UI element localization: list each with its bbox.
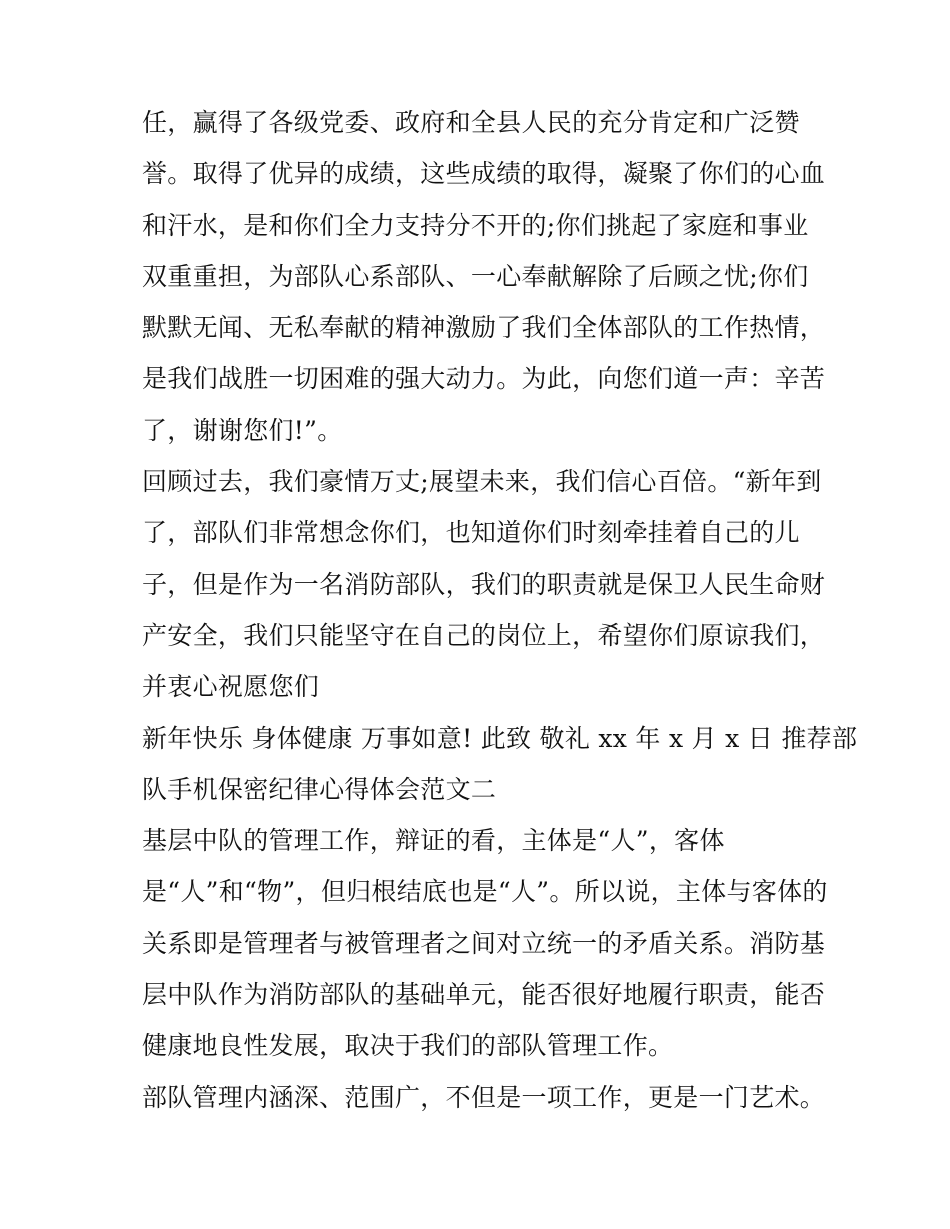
text-line: 回顾过去，我们豪情万丈;展望未来，我们信心百倍。“新年到: [142, 467, 822, 497]
text-line: 双重重担，为部队心系部队、一心奉献解除了后顾之忧;你们: [142, 261, 809, 291]
text-line: 并衷心祝愿您们: [142, 672, 320, 702]
text-line: 基层中队的管理工作，辩证的看，主体是“人”，客体: [142, 826, 725, 856]
text-line: 子，但是作为一名消防部队，我们的职责就是保卫人民生命财: [142, 569, 826, 599]
text-line: 产安全，我们只能坚守在自己的岗位上，希望你们原谅我们，: [142, 620, 826, 650]
text-line: 部队管理内涵深、范围广，不但是一项工作，更是一门艺术。: [142, 1082, 826, 1112]
body-text: [142, 108, 858, 1134]
text-line: 新年快乐 身体健康 万事如意! 此致 敬礼 xx 年 x 月 x 日 推荐部: [142, 723, 858, 753]
text-line: 誉。取得了优异的成绩，这些成绩的取得，凝聚了你们的心血: [142, 159, 826, 189]
text-line: 任，赢得了各级党委、政府和全县人民的充分肯定和广泛赞: [142, 108, 800, 137]
text-line: 是我们战胜一切困难的强大动力。为此，向您们道一声：辛苦: [142, 364, 826, 394]
text-line: 默默无闻、无私奉献的精神激励了我们全体部队的工作热情，: [142, 313, 826, 343]
text-line: 是“人”和“物”，但归根结底也是“人”。所以说，主体与客体的: [142, 877, 828, 907]
text-line: 了，谢谢您们!”。: [142, 415, 343, 445]
text-line: 健康地良性发展，取决于我们的部队管理工作。: [142, 1031, 674, 1061]
text-line: 队手机保密纪律心得体会范文二: [142, 774, 497, 804]
text-line: 了，部队们非常想念你们，也知道你们时刻牵挂着自己的儿: [142, 518, 800, 548]
text-line: 层中队作为消防部队的基础单元，能否很好地履行职责，能否: [142, 980, 826, 1010]
text-line: 关系即是管理者与被管理者之间对立统一的矛盾关系。消防基: [142, 928, 826, 958]
text-line: 和汗水，是和你们全力支持分不开的;你们挑起了家庭和事业: [142, 210, 809, 240]
